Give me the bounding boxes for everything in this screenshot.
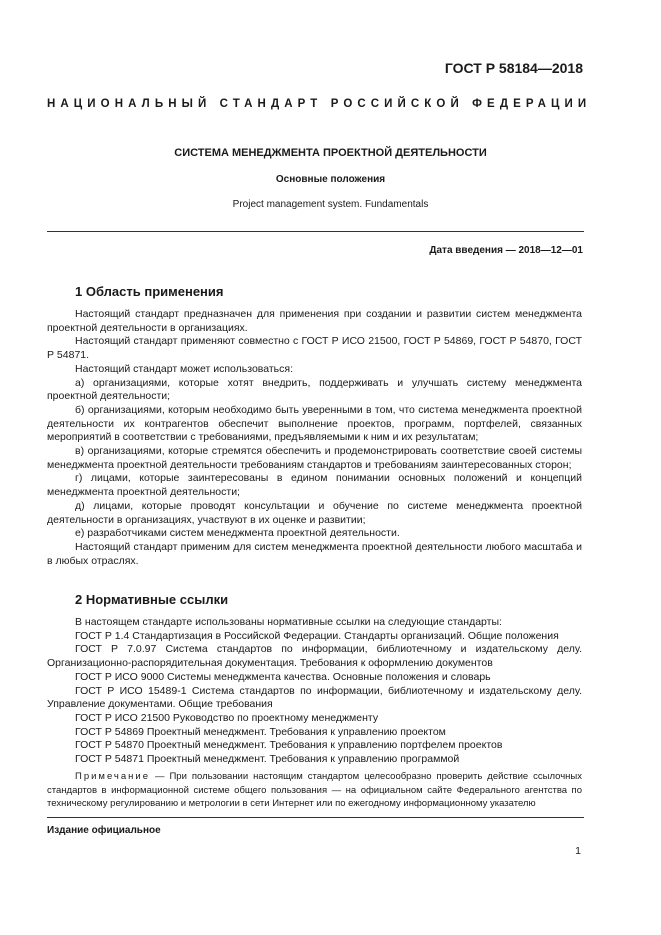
reference-item: ГОСТ Р ИСО 9000 Системы менеджмента качества. Основные положения и словарь <box>75 670 491 683</box>
list-item: г) лицами, которые заинтересованы в едином понимании основных положений и концепций менеджмента проектной деятельности; <box>47 472 582 499</box>
list-item: б) организациями, которым необходимо быть уверенными в том, что система менеджмента проектной деятельности их контрагентов обеспечит выполнение проектов, программ, портфелей, связанных мероприятий в соответствии с требованиями, предъявляемыми к ним и их результатам; <box>47 403 582 444</box>
reference-note <box>47 770 582 811</box>
paragraph: Настоящий стандарт применяют совместно с ГОСТ Р ИСО 21500, ГОСТ Р 54869, ГОСТ Р 54870, ГОСТ Р 54871. <box>47 335 582 362</box>
note-text: — При пользовании настоящим стандартом целесообразно проверить действие ссылочных стандартов в информационной системе общего пользования — на официальном сайте Федерального агентства по техническому регулированию и метрологии в сети Интернет или по ежегодному информационному указателю <box>47 771 582 809</box>
note-label: Примечание <box>75 771 150 782</box>
paragraph: Настоящий стандарт применим для систем менеджмента проектной деятельности любого масштаба и в любых отраслях. <box>47 540 582 567</box>
paragraph: Настоящий стандарт может использоваться: <box>75 362 293 375</box>
section-body-references <box>47 616 582 767</box>
section-heading-references: 2 Нормативные ссылки <box>75 592 229 607</box>
document-number: ГОСТ Р 58184—2018 <box>444 60 583 76</box>
footer-divider <box>47 817 584 818</box>
standard-title: СИСТЕМА МЕНЕДЖМЕНТА ПРОЕКТНОЙ ДЕЯТЕЛЬНОСТИ <box>174 147 487 159</box>
list-item: е) разработчиками систем менеджмента проектной деятельности. <box>75 527 400 540</box>
standard-subtitle: Основные положения <box>275 174 386 185</box>
reference-item: ГОСТ Р 54869 Проектный менеджмент. Требования к управлению проектом <box>75 725 446 738</box>
list-item: а) организациями, которые хотят внедрить, поддерживать и улучшать систему менеджмента проектной деятельности; <box>47 376 582 403</box>
paragraph: Настоящий стандарт предназначен для применения при создании и развитии систем менеджмента проектной деятельности в организациях. <box>47 308 582 334</box>
paragraph: В настоящем стандарте использованы нормативные ссылки на следующие стандарты: <box>75 616 502 628</box>
page-number: 1 <box>575 845 581 857</box>
section-heading-scope: 1 Область применения <box>75 284 224 299</box>
list-item: в) организациями, которые стремятся обеспечить и продемонстрировать соответствие своей системы менеджмента проектной деятельности требованиям стандартов и требованиям заинтересованных сторон; <box>47 445 582 471</box>
section-body-scope <box>47 308 582 568</box>
introduction-date: Дата введения — 2018—12—01 <box>429 245 583 256</box>
reference-item: ГОСТ Р 7.0.97 Система стандартов по информации, библиотечному и издательскому делу. Организационно-распорядительная документация. Требования к оформлению документов <box>47 643 582 670</box>
reference-item: ГОСТ Р 54870 Проектный менеджмент. Требования к управлению портфелем проектов <box>75 739 503 752</box>
edition-label: Издание официальное <box>47 825 161 836</box>
list-item: д) лицами, которые проводят консультации и обучение по системе менеджмента проектной деятельности в организациях, участвуют в их оценке и развитии; <box>47 499 582 526</box>
reference-item: ГОСТ Р 54871 Проектный менеджмент. Требования к управлению программой <box>75 753 460 766</box>
reference-item: ГОСТ Р ИСО 21500 Руководство по проектному менеджменту <box>75 711 379 724</box>
reference-item: ГОСТ Р 1.4 Стандартизация в Российской Федерации. Стандарты организаций. Общие положения <box>75 629 559 642</box>
national-standard-header: НАЦИОНАЛЬНЫЙ СТАНДАРТ РОССИЙСКОЙ ФЕДЕРАЦИИ <box>47 98 592 110</box>
english-title: Project management system. Fundamentals <box>232 199 429 210</box>
title-divider <box>47 231 584 232</box>
reference-item: ГОСТ Р ИСО 15489-1 Система стандартов по информации, библиотечному и издательскому делу. Управление документами. Общие требования <box>47 684 582 711</box>
